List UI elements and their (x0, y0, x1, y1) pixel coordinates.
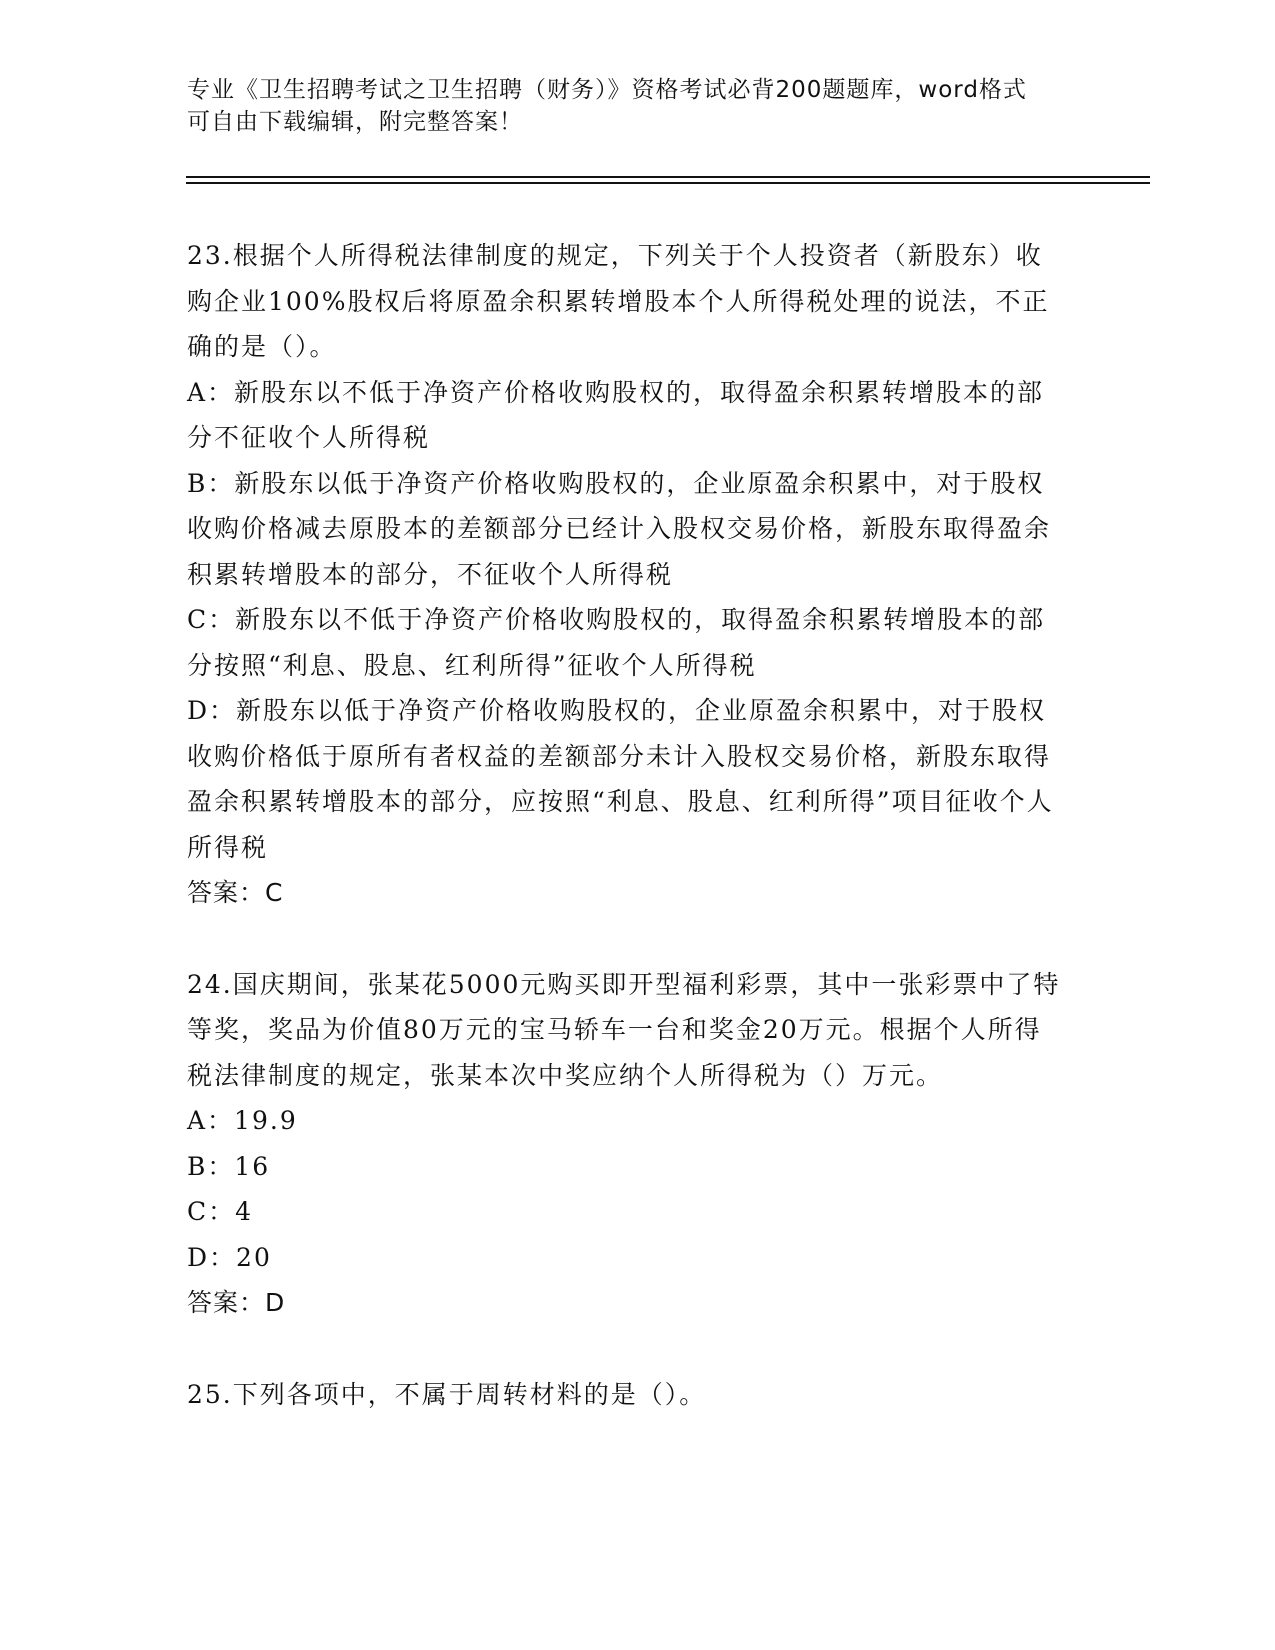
question-list (187, 233, 1067, 1417)
option-c: C：新股东以不低于净资产价格收购股权的，取得盈余积累转增股本的部分按照“利息、股息、红利所得”征收个人所得税 (187, 605, 1046, 680)
option-a: A：新股东以不低于净资产价格收购股权的，取得盈余积累转增股本的部分不征收个人所得税 (187, 377, 1045, 452)
question-23 (187, 233, 1067, 916)
question-25 (187, 1372, 1067, 1418)
option-a: A：19.9 (187, 1106, 298, 1135)
question-text: 24.国庆期间，张某花5000元购买即开型福利彩票，其中一张彩票中了特等奖，奖品为价值80万元的宝马轿车一台和奖金20万元。根据个人所得税法律制度的规定，张某本次中奖应纳个人所得税为（）万元。 (187, 969, 1061, 1090)
spacer (187, 916, 1067, 962)
header-divider-top (186, 176, 1150, 178)
header-line-1: 专业《卫生招聘考试之卫生招聘（财务）》资格考试必背200题题库，word格式 (187, 77, 1027, 103)
question-text: 23.根据个人所得税法律制度的规定，下列关于个人投资者（新股东）收购企业100%股权后将原盈余积累转增股本个人所得税处理的说法，不正确的是（）。 (187, 241, 1050, 361)
header-line-2: 可自由下载编辑，附完整答案！ (187, 109, 523, 135)
question-text: 25.下列各项中，不属于周转材料的是（）。 (187, 1379, 707, 1409)
answer: 答案：D (187, 1288, 286, 1317)
option-c: C：4 (187, 1197, 254, 1226)
option-b: B：16 (187, 1151, 271, 1181)
option-d: D：新股东以低于净资产价格收购股权的，企业原盈余积累中，对于股权收购价格低于原所有者权益的差额部分未计入股权交易价格，新股东取得盈余积累转增股本的部分，应按照“利息、股息、红利所得”项目征收个人所得税 (187, 696, 1054, 862)
option-d: D：20 (187, 1242, 272, 1272)
answer: 答案：C (187, 878, 284, 907)
spacer (187, 1326, 1067, 1372)
header-divider-bottom (186, 182, 1150, 184)
document-header (187, 74, 1067, 138)
option-b: B：新股东以低于净资产价格收购股权的，企业原盈余积累中，对于股权收购价格减去原股本的差额部分已经计入股权交易价格，新股东取得盈余积累转增股本的部分，不征收个人所得税 (187, 468, 1052, 589)
question-24 (187, 962, 1067, 1326)
